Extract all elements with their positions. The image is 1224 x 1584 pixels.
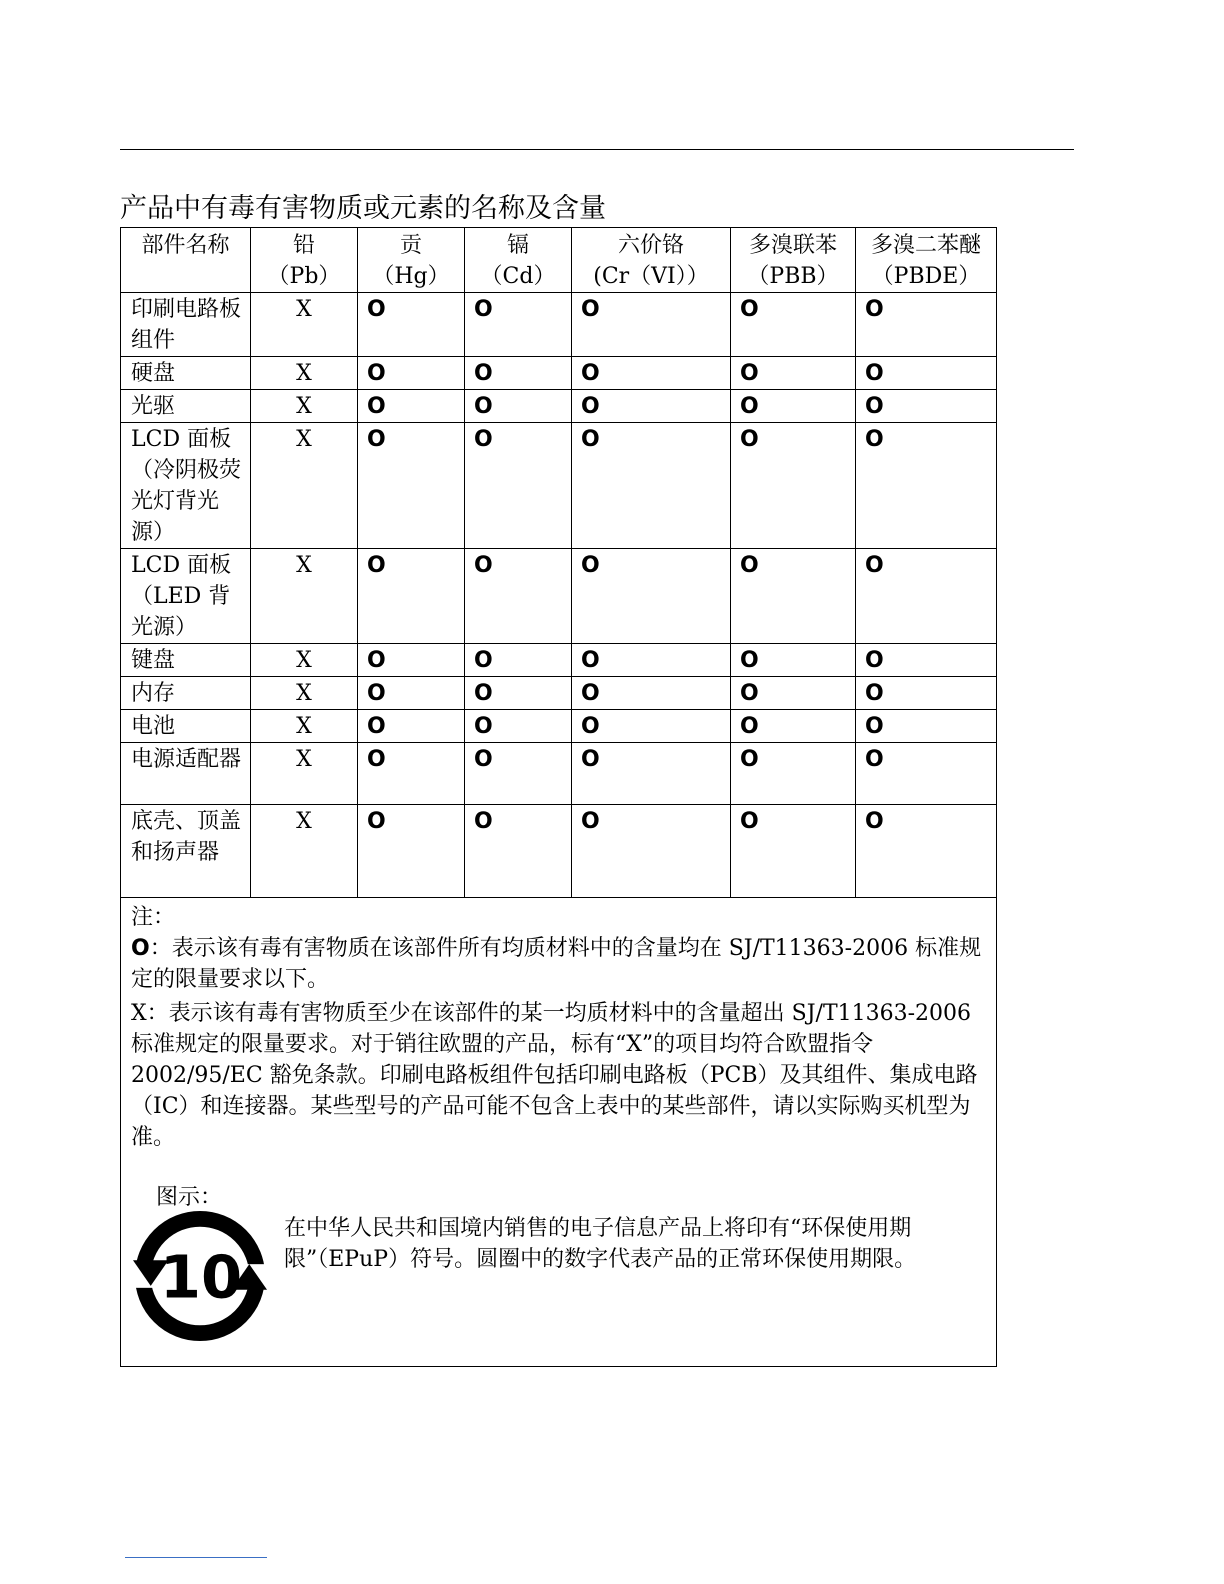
header-label: 镉: [506, 233, 529, 258]
epup-logo-icon: [131, 1207, 269, 1345]
header-label: 多溴二苯醚: [870, 233, 981, 258]
notes-row: [121, 898, 997, 1367]
cd-value: O: [465, 390, 572, 423]
component-name: 键盘: [121, 644, 251, 677]
o-note-text: ：表示该有毒有害物质在该部件所有均质材料中的含量均在 SJ/T11363-2006 标准规定的限量要求以下。: [131, 936, 982, 992]
header-cell: [465, 228, 572, 293]
header-rule: [120, 149, 1074, 150]
header-cell: [251, 228, 358, 293]
cr-value: O: [572, 390, 731, 423]
cr-value: O: [572, 805, 731, 898]
table-row: [121, 390, 997, 423]
table-row: [121, 710, 997, 743]
cr-value: O: [572, 549, 731, 644]
cd-value: O: [465, 644, 572, 677]
notes-label: 注：: [131, 905, 176, 930]
hg-value: O: [358, 549, 465, 644]
pbb-value: O: [731, 743, 856, 805]
page-title: 产品中有毒有害物质或元素的名称及含量: [120, 193, 606, 224]
header-cell: [121, 228, 251, 293]
x-note: X：表示该有毒有害物质至少在该部件的某一均质材料中的含量超出 SJ/T11363-2006 标准规定的限量要求。对于销往欧盟的产品，标有“X”的项目均符合欧盟指令 2002/95/EC 豁免条款。印刷电路板组件包括印刷电路板（PCB）及其组件、集成电路（IC）和连接器。某些型号的产品可能不包含上表中的某些部件，请以实际购买机型为准。: [131, 1001, 978, 1150]
table-row: [121, 357, 997, 390]
header-symbol: （PBB）: [747, 264, 839, 289]
pb-value: X: [251, 677, 358, 710]
header-label: 六价铬: [617, 233, 684, 258]
legend-row: [131, 1213, 986, 1343]
pbb-value: O: [731, 390, 856, 423]
pb-value: X: [251, 644, 358, 677]
header-symbol: (Cr（VI））: [593, 264, 709, 289]
cd-value: O: [465, 805, 572, 898]
cr-value: O: [572, 743, 731, 805]
pbde-value: O: [856, 357, 997, 390]
notes-cell: [121, 898, 997, 1367]
o-symbol: O: [131, 936, 150, 961]
cr-value: O: [572, 710, 731, 743]
table-row: [121, 293, 997, 357]
legend-label: 图示：: [156, 1185, 223, 1210]
component-name: 硬盘: [121, 357, 251, 390]
legend-text: 在中华人民共和国境内销售的电子信息产品上将印有“环保使用期限”（EPuP）符号。圆圈中的数字代表产品的正常环保使用期限。: [284, 1216, 917, 1272]
pbde-value: O: [856, 549, 997, 644]
table-row: [121, 423, 997, 549]
cr-value: O: [572, 423, 731, 549]
table-row: [121, 743, 997, 805]
component-name: 电源适配器: [121, 743, 251, 805]
hg-value: O: [358, 423, 465, 549]
header-label: 多溴联苯: [748, 233, 837, 258]
epup-logo-number: 10: [159, 1242, 243, 1312]
hg-value: O: [358, 743, 465, 805]
header-cell: [731, 228, 856, 293]
cd-value: O: [465, 549, 572, 644]
header-symbol: （Hg）: [372, 264, 450, 289]
pb-value: X: [251, 549, 358, 644]
pbde-value: O: [856, 677, 997, 710]
pb-value: X: [251, 710, 358, 743]
header-cell: [856, 228, 997, 293]
pbb-value: O: [731, 710, 856, 743]
table-header-row: [121, 228, 997, 293]
hg-value: O: [358, 805, 465, 898]
component-name: 底壳、顶盖和扬声器: [121, 805, 251, 898]
cd-value: O: [465, 357, 572, 390]
pb-value: X: [251, 293, 358, 357]
header-symbol: （PBDE）: [871, 264, 981, 289]
hazardous-substance-table: [120, 227, 997, 1367]
cd-value: O: [465, 293, 572, 357]
pbb-value: O: [731, 677, 856, 710]
pbb-value: O: [731, 805, 856, 898]
pbde-value: O: [856, 390, 997, 423]
pbb-value: O: [731, 357, 856, 390]
component-name: 内存: [121, 677, 251, 710]
header-symbol: （Pb）: [267, 264, 341, 289]
cd-value: O: [465, 423, 572, 549]
component-name: LCD 面板（LED 背光源）: [121, 549, 251, 644]
hg-value: O: [358, 390, 465, 423]
pb-value: X: [251, 423, 358, 549]
header-cell: [572, 228, 731, 293]
pbb-value: O: [731, 293, 856, 357]
pbde-value: O: [856, 805, 997, 898]
header-label: 铅: [292, 233, 315, 258]
hg-value: O: [358, 677, 465, 710]
pbde-value: O: [856, 743, 997, 805]
table-row: [121, 677, 997, 710]
pb-value: X: [251, 390, 358, 423]
pb-value: X: [251, 743, 358, 805]
cr-value: O: [572, 644, 731, 677]
table-row: [121, 644, 997, 677]
pb-value: X: [251, 805, 358, 898]
pb-value: X: [251, 357, 358, 390]
footnote-rule: [125, 1557, 267, 1558]
pbb-value: O: [731, 423, 856, 549]
component-name: 印刷电路板组件: [121, 293, 251, 357]
table-row: [121, 805, 997, 898]
header-label: 贡: [399, 233, 422, 258]
hg-value: O: [358, 293, 465, 357]
cd-value: O: [465, 677, 572, 710]
cd-value: O: [465, 710, 572, 743]
table-row: [121, 549, 997, 644]
component-name: 光驱: [121, 390, 251, 423]
hg-value: O: [358, 710, 465, 743]
hg-value: O: [358, 644, 465, 677]
cr-value: O: [572, 357, 731, 390]
pbde-value: O: [856, 423, 997, 549]
pbde-value: O: [856, 644, 997, 677]
component-name: 电池: [121, 710, 251, 743]
pbde-value: O: [856, 293, 997, 357]
cd-value: O: [465, 743, 572, 805]
header-label: 部件名称: [141, 233, 230, 258]
header-symbol: （Cd）: [480, 264, 556, 289]
cr-value: O: [572, 293, 731, 357]
pbb-value: O: [731, 549, 856, 644]
pbb-value: O: [731, 644, 856, 677]
pbde-value: O: [856, 710, 997, 743]
component-name: LCD 面板（冷阴极荧光灯背光源）: [121, 423, 251, 549]
header-cell: [358, 228, 465, 293]
cr-value: O: [572, 677, 731, 710]
hg-value: O: [358, 357, 465, 390]
o-note: [131, 933, 986, 995]
